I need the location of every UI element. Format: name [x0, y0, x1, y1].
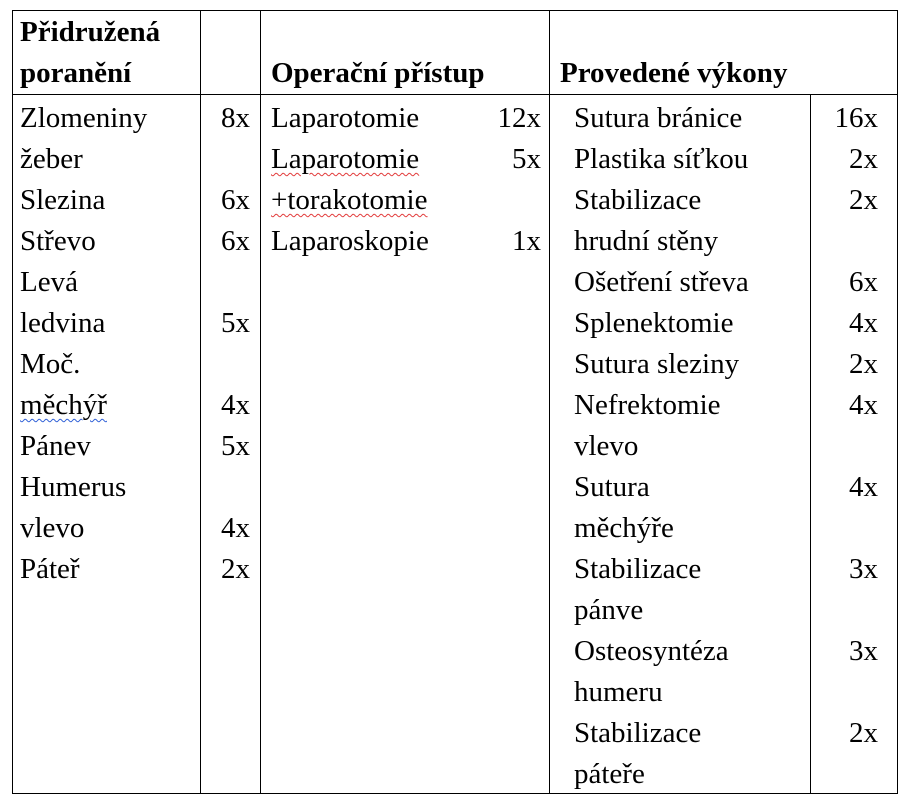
injury-label: ledvina: [20, 307, 106, 339]
injury-label: Moč.: [20, 348, 81, 380]
procedure-label: pánve: [574, 594, 644, 626]
header-divider: [13, 94, 897, 95]
procedure-label: Stabilizace: [574, 184, 702, 216]
injury-label: vlevo: [20, 512, 85, 544]
procedure-label: Sutura sleziny: [574, 348, 740, 380]
procedure-label: Ošetření střeva: [574, 266, 749, 298]
injury-count: 6x: [221, 184, 250, 216]
procedure-count: 2x: [849, 348, 878, 380]
procedure-count: 4x: [849, 389, 878, 421]
procedure-label: Stabilizace: [574, 717, 702, 749]
procedure-label: Sutura bránice: [574, 102, 743, 134]
injury-label: žeber: [20, 143, 83, 175]
injury-count: 2x: [221, 553, 250, 585]
data-table: [12, 10, 898, 794]
approach-label: Laparotomie: [271, 143, 420, 175]
injury-count: 6x: [221, 225, 250, 257]
injury-label: Levá: [20, 266, 78, 298]
header-procedures: Provedené výkony: [560, 57, 788, 89]
procedure-label: Nefrektomie: [574, 389, 721, 421]
approach-count: 1x: [512, 225, 541, 257]
injury-count: 8x: [221, 102, 250, 134]
injury-count: 5x: [221, 430, 250, 462]
header-injuries-line1: Přidružená: [20, 16, 161, 48]
header-injuries-line2: poranění: [20, 57, 132, 89]
column-divider: [260, 11, 261, 793]
procedure-label: Plastika síťkou: [574, 143, 749, 175]
injury-label: Pánev: [20, 430, 91, 462]
procedure-label: Stabilizace: [574, 553, 702, 585]
injury-label: Zlomeniny: [20, 102, 148, 134]
injury-label: Humerus: [20, 471, 127, 503]
approach-label: Laparotomie: [271, 102, 420, 134]
injury-count: 5x: [221, 307, 250, 339]
injury-count: 4x: [221, 389, 250, 421]
procedure-count: 6x: [849, 266, 878, 298]
procedure-label: vlevo: [574, 430, 639, 462]
procedure-count: 2x: [849, 717, 878, 749]
procedure-label: Osteosyntéza: [574, 635, 729, 667]
procedure-count: 4x: [849, 471, 878, 503]
procedure-count: 2x: [849, 143, 878, 175]
injury-count: 4x: [221, 512, 250, 544]
procedure-count: 16x: [834, 102, 878, 134]
injury-label: Páteř: [20, 553, 80, 585]
procedure-label: páteře: [574, 758, 645, 790]
procedure-label: Splenektomie: [574, 307, 734, 339]
column-divider: [549, 11, 550, 793]
approach-count: 12x: [497, 102, 541, 134]
procedure-label: hrudní stěny: [574, 225, 719, 257]
injury-label: měchýř: [20, 389, 107, 421]
procedure-label: humeru: [574, 676, 663, 708]
approach-label: Laparoskopie: [271, 225, 429, 257]
procedure-count: 2x: [849, 184, 878, 216]
header-approach: Operační přístup: [271, 57, 485, 89]
procedure-count: 4x: [849, 307, 878, 339]
procedure-label: Sutura: [574, 471, 650, 503]
approach-label: +torakotomie: [271, 184, 428, 216]
injury-label: Střevo: [20, 225, 96, 257]
procedure-count: 3x: [849, 635, 878, 667]
approach-count: 5x: [512, 143, 541, 175]
procedure-count: 3x: [849, 553, 878, 585]
injury-label: Slezina: [20, 184, 106, 216]
procedure-label: měchýře: [574, 512, 674, 544]
